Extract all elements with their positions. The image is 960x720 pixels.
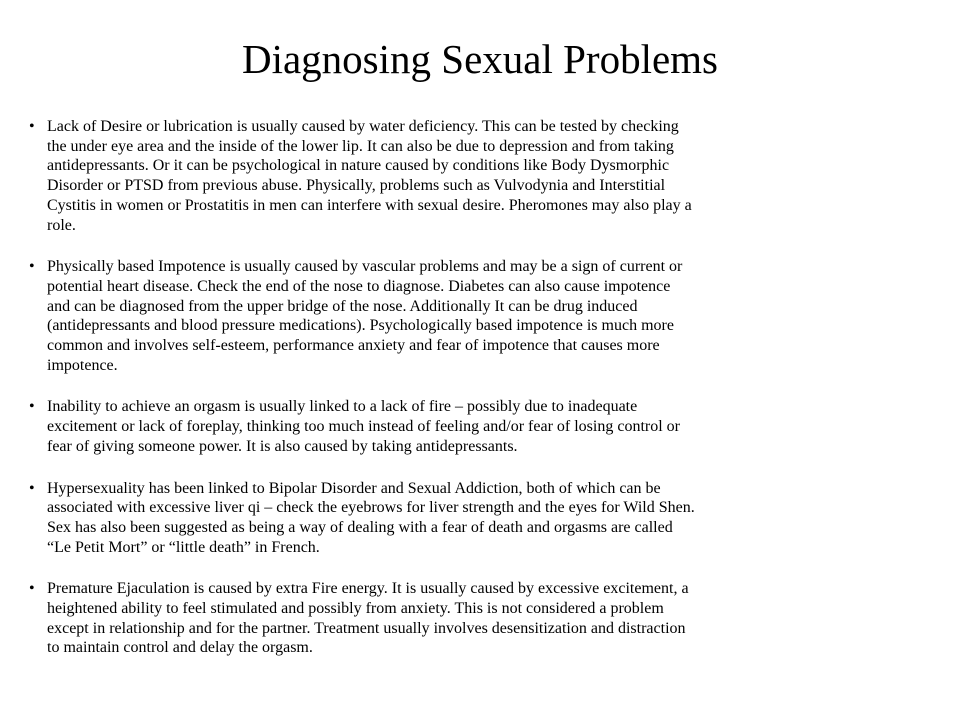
bullet-item-lack-of-desire	[0, 117, 960, 235]
bullet-text: Premature Ejaculation is caused by extra Fire energy. It is usually caused by excessive excitement, a heightened ability to feel stimulated and possibly from anxiety. This is not considered a problem except in relationship and for the partner. Treatment usually involves desensitization and distraction to maintain control and delay the orgasm.	[47, 580, 689, 657]
bullet-text: Lack of Desire or lubrication is usually caused by water deficiency. This can be tested by checking the under eye area and the inside of the lower lip. It can also be due to depression and from taking antidepressants. Or it can be psychological in nature caused by conditions like Body Dysmorphic Disorder or PTSD from previous abuse. Physically, problems such as Vulvodynia and Interstitial Cystitis in women or Prostatitis in men can interfere with sexual desire. Pheromones may also play a role.	[47, 118, 692, 234]
slide-title: Diagnosing Sexual Problems	[241, 36, 719, 82]
bullet-item-orgasm	[0, 397, 960, 456]
bullet-item-premature-ejaculation	[0, 579, 960, 658]
bullet-point-icon: •	[29, 398, 35, 416]
bullet-list	[0, 117, 960, 680]
bullet-point-icon: •	[29, 580, 35, 598]
bullet-text: Hypersexuality has been linked to Bipolar Disorder and Sexual Addiction, both of which can be associated with excessive liver qi – check the eyebrows for liver strength and the eyes for Wild Shen. Sex has also been suggested as being a way of dealing with a fear of death and orgasms are called “Le Petit Mort” or “little death” in French.	[47, 479, 695, 556]
bullet-text: Physically based Impotence is usually caused by vascular problems and may be a sign of current or potential heart disease. Check the end of the nose to diagnose. Diabetes can also cause impotence and can be diagnosed from the upper bridge of the nose. Additionally It can be drug induced (antidepressants and blood pressure medications). Psychologically based impotence is much more common and involves self-esteem, performance anxiety and fear of impotence that causes more impotence.	[47, 258, 683, 374]
bullet-text: Inability to achieve an orgasm is usually linked to a lack of fire – possibly due to inadequate excitement or lack of foreplay, thinking too much instead of feeling and/or fear of losing control or fear of giving someone power. It is also caused by taking antidepressants.	[47, 398, 680, 455]
bullet-point-icon: •	[29, 479, 35, 497]
bullet-item-impotence	[0, 257, 960, 375]
bullet-item-hypersexuality	[0, 479, 960, 558]
bullet-point-icon: •	[29, 118, 35, 135]
bullet-point-icon: •	[29, 258, 35, 276]
